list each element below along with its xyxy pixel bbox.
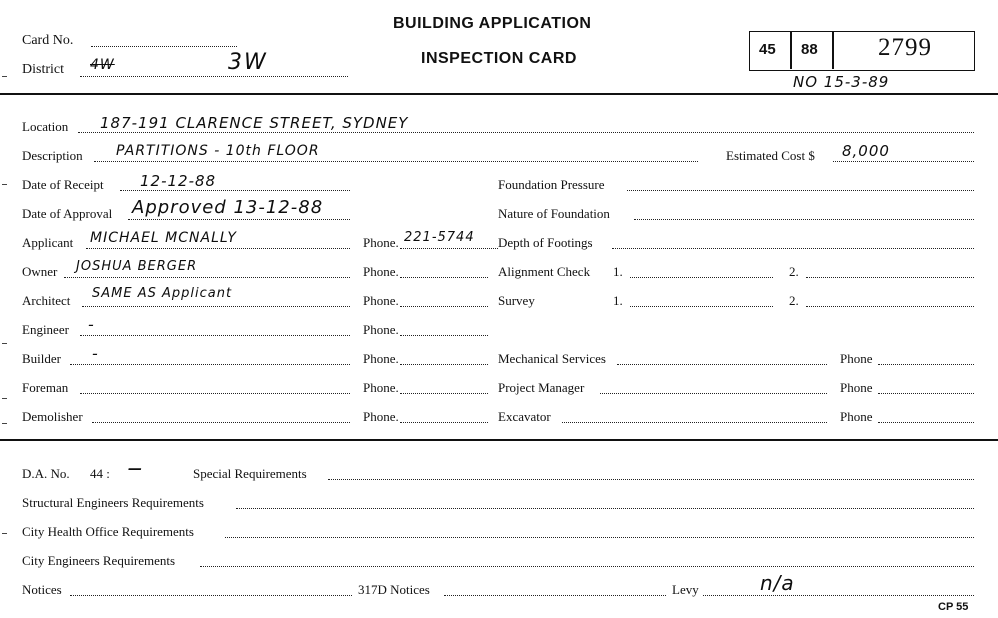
date-approval-value: Approved 13-12-88 [132, 197, 324, 218]
health-line [225, 537, 974, 538]
da-no-number: 44 : [90, 466, 110, 481]
survey-line2 [806, 306, 974, 307]
foreman-phone-label: Phone. [363, 380, 399, 395]
reference-box [749, 31, 975, 71]
architect-label: Architect [22, 293, 71, 308]
estimated-cost-label: Estimated Cost $ [726, 148, 815, 163]
box-number: 2799 [878, 34, 932, 61]
demolisher-label: Demolisher [22, 409, 83, 424]
foreman-line [80, 393, 350, 394]
alignment-check-num1: 1. [613, 264, 623, 279]
box-divider-2 [832, 32, 834, 69]
notices-label: Notices [22, 582, 62, 597]
owner-line [64, 277, 350, 278]
da-no-label: D.A. No. [22, 466, 70, 481]
owner-phone-line [400, 277, 488, 278]
margin-tick [2, 76, 7, 77]
box-b: 88 [801, 41, 818, 58]
applicant-label: Applicant [22, 235, 74, 250]
description-line [94, 161, 698, 162]
description-value: PARTITIONS - 10th FLOOR [116, 143, 320, 159]
levy-line [703, 595, 974, 596]
engineer-line [80, 335, 350, 336]
card-title-line1: BUILDING APPLICATION [393, 15, 592, 32]
demolisher-line [92, 422, 350, 423]
architect-value: SAME AS Applicant [92, 286, 233, 301]
mechanical-label: Mechanical Services [498, 351, 606, 366]
city-engineers-line [200, 566, 974, 567]
architect-line [82, 306, 350, 307]
applicant-phone-line [400, 248, 498, 249]
applicant-phone-label: Phone. [363, 235, 399, 250]
mechanical-phone-label: Phone [840, 351, 873, 366]
foreman-phone-line [400, 393, 488, 394]
foundation-pressure-line [627, 190, 974, 191]
special-requirements-label: Special Requirements [193, 466, 307, 481]
structural-line [236, 508, 974, 509]
health-label: City Health Office Requirements [22, 524, 194, 539]
survey-num1: 1. [613, 293, 623, 308]
margin-tick [2, 533, 7, 534]
mechanical-phone-line [878, 364, 974, 365]
date-receipt-label: Date of Receipt [22, 177, 104, 192]
excavator-line [562, 422, 827, 423]
owner-label: Owner [22, 264, 58, 279]
builder-value: - [92, 344, 99, 363]
margin-tick [2, 398, 7, 399]
builder-phone-line [400, 364, 488, 365]
foreman-label: Foreman [22, 380, 69, 395]
foundation-pressure-label: Foundation Pressure [498, 177, 605, 192]
levy-value: n/a [760, 571, 795, 595]
applicant-value: MICHAEL MCNALLY [90, 230, 237, 246]
card-no-label: Card No. [22, 33, 74, 48]
notices-line [70, 595, 352, 596]
alignment-check-num2: 2. [789, 264, 799, 279]
demolisher-phone-label: Phone. [363, 409, 399, 424]
engineer-label: Engineer [22, 322, 69, 337]
survey-line1 [630, 306, 773, 307]
owner-value: JOSHUA BERGER [76, 259, 198, 274]
district-struck-value: 4W [90, 57, 115, 73]
location-value: 187-191 CLARENCE STREET, SYDNEY [100, 114, 409, 132]
date-receipt-line [120, 190, 350, 191]
alignment-check-line1 [630, 277, 773, 278]
margin-tick [2, 184, 7, 185]
mechanical-line [617, 364, 827, 365]
architect-phone-line [400, 306, 488, 307]
survey-num2: 2. [789, 293, 799, 308]
depth-footings-label: Depth of Footings [498, 235, 593, 250]
margin-tick [2, 423, 7, 424]
description-label: Description [22, 148, 83, 163]
structural-label: Structural Engineers Requirements [22, 495, 204, 510]
nature-foundation-line [634, 219, 974, 220]
notices-317d-label: 317D Notices [358, 582, 430, 597]
date-approval-line [128, 219, 350, 220]
demolisher-phone-line [400, 422, 488, 423]
project-manager-phone-line [878, 393, 974, 394]
date-receipt-value: 12-12-88 [140, 172, 217, 190]
form-code: CP 55 [938, 601, 969, 613]
excavator-label: Excavator [498, 409, 551, 424]
survey-label: Survey [498, 293, 535, 308]
levy-label: Levy [672, 582, 699, 597]
estimated-cost-line [833, 161, 974, 162]
district-label: District [22, 62, 64, 77]
city-engineers-label: City Engineers Requirements [22, 553, 176, 568]
location-line [78, 132, 974, 133]
engineer-phone-label: Phone. [363, 322, 399, 337]
date-approval-label: Date of Approval [22, 206, 113, 221]
architect-phone-label: Phone. [363, 293, 399, 308]
card-no-line [91, 46, 237, 47]
owner-phone-label: Phone. [363, 264, 399, 279]
project-manager-line [600, 393, 827, 394]
district-value: 3W [228, 50, 268, 75]
da-no-value: — [128, 461, 143, 477]
district-line [80, 76, 348, 77]
alignment-check-line2 [806, 277, 974, 278]
project-manager-label: Project Manager [498, 380, 585, 395]
builder-phone-label: Phone. [363, 351, 399, 366]
excavator-phone-line [878, 422, 974, 423]
margin-tick [2, 343, 7, 344]
applicant-phone-value: 221-5744 [404, 230, 475, 245]
project-manager-phone-label: Phone [840, 380, 873, 395]
special-requirements-line [328, 479, 974, 480]
engineer-value: - [88, 315, 95, 334]
header-divider [0, 93, 998, 95]
depth-footings-line [612, 248, 974, 249]
estimated-cost-value: 8,000 [842, 142, 890, 160]
box-note: NO 15-3-89 [793, 73, 890, 91]
engineer-phone-line [400, 335, 488, 336]
box-a: 45 [759, 41, 776, 58]
alignment-check-label: Alignment Check [498, 264, 591, 279]
card-title-line2: INSPECTION CARD [421, 50, 577, 67]
nature-foundation-label: Nature of Foundation [498, 206, 610, 221]
location-label: Location [22, 119, 69, 134]
box-divider-1 [790, 32, 792, 69]
requirements-divider [0, 439, 998, 441]
applicant-line [86, 248, 350, 249]
builder-line [70, 364, 350, 365]
builder-label: Builder [22, 351, 61, 366]
notices-317d-line [444, 595, 666, 596]
excavator-phone-label: Phone [840, 409, 873, 424]
